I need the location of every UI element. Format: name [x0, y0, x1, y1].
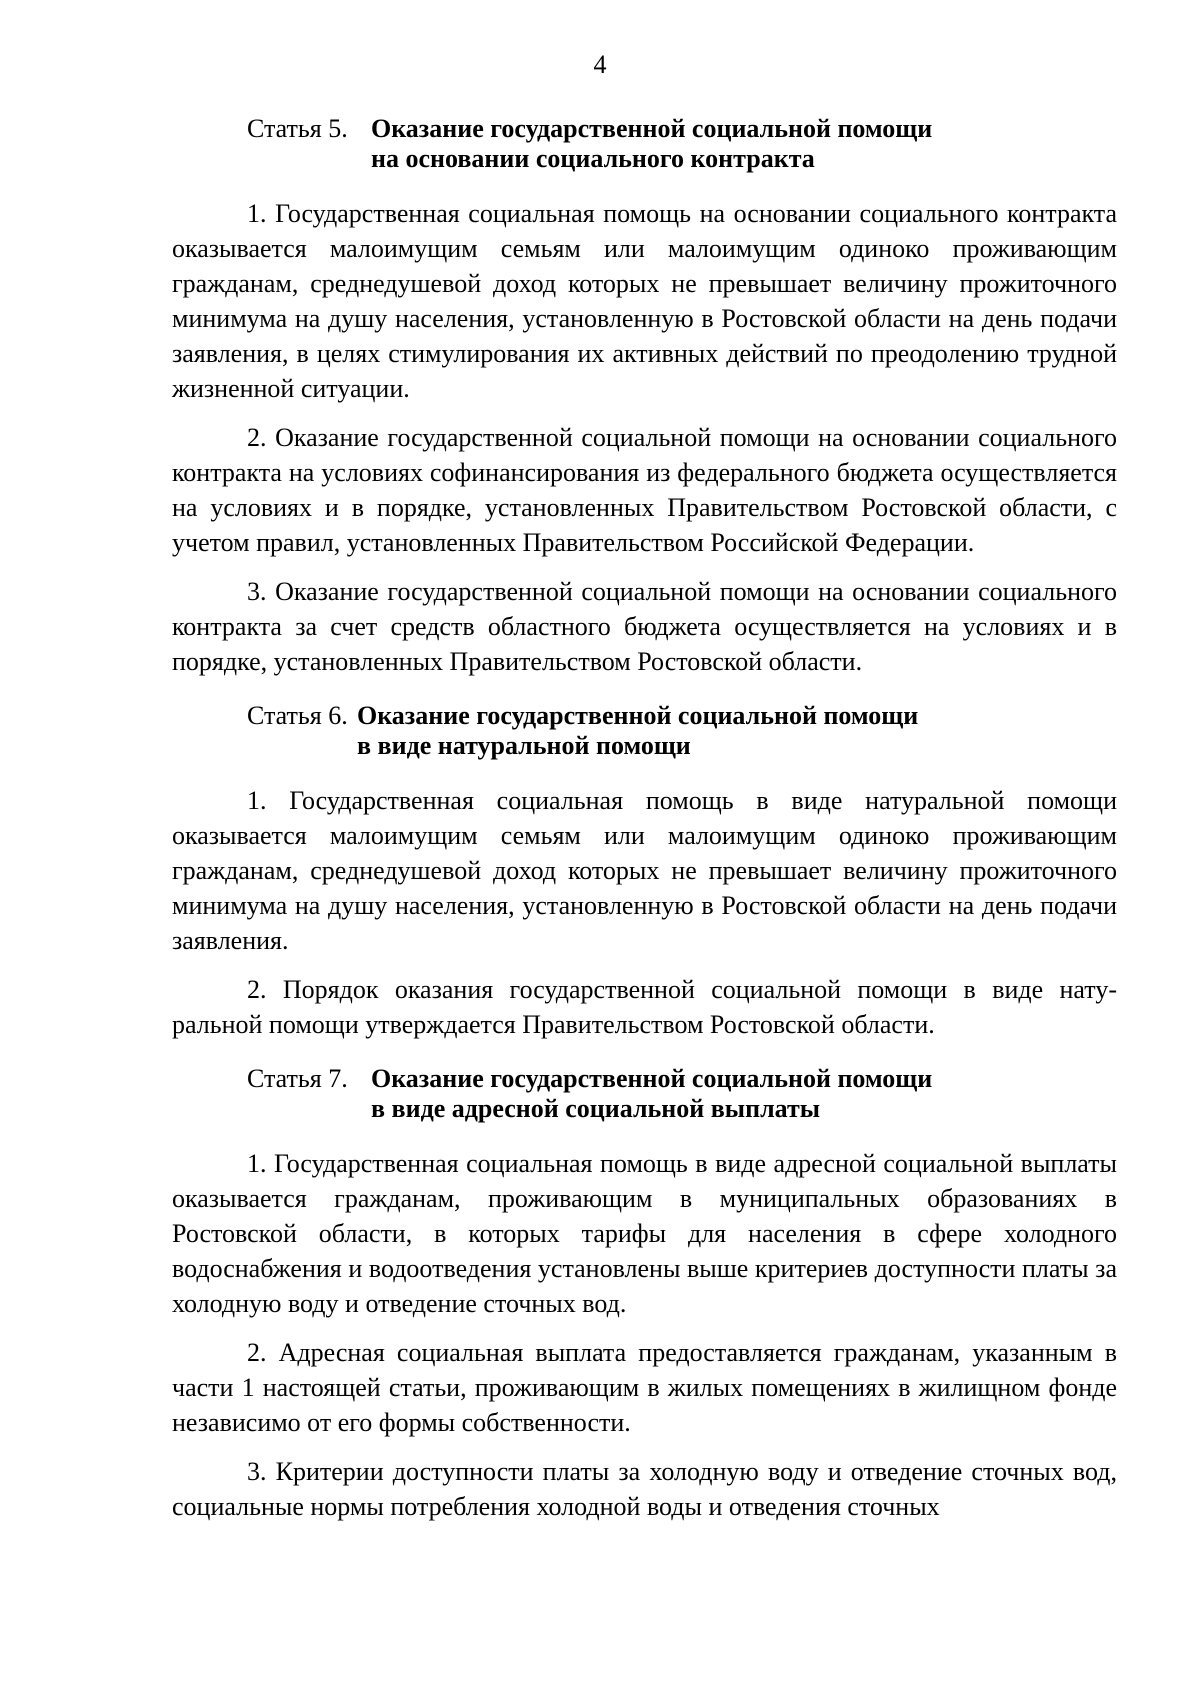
article-title — [371, 114, 932, 174]
article-title-line: Оказание государственной социальной помощи — [371, 1064, 933, 1093]
article-7 — [172, 1064, 1117, 1524]
article-title-line: в виде адресной социальной выплаты — [371, 1094, 821, 1123]
article-title-line: в виде натуральной помощи — [357, 731, 691, 760]
paragraph: 2. Порядок оказания государственной социальной помощи в виде натуральной помощи утверждается Правительством Ростовской области. — [172, 975, 1117, 1039]
paragraph: 1. Государственная социальная помощь на основании социального контракта оказывается малоимущим семьям или малоимущим одиноко проживающим гражданам, среднедушевой доход которых не превышает величину прожиточного минимума на душу населения, установленную в Ростовской области на день подачи заявления, в целях стимулирования их активных действий по преодолению трудной жизненной ситуации. — [172, 199, 1117, 403]
page-number: 4 — [593, 50, 607, 79]
article-heading — [247, 1064, 1117, 1124]
paragraph: 1. Государственная социальная помощь в виде натуральной помощи оказывается малоимущим семьям или малоимущим одиноко проживающим гражданам, среднедушевой доход которых не превышает величину прожиточного минимума на душу населения, установленную в Ростовской области на день подачи заявления. — [172, 786, 1117, 955]
article-heading — [247, 114, 1117, 174]
article-heading — [247, 701, 1117, 761]
document-body — [172, 114, 1117, 1546]
paragraph: 1. Государственная социальная помощь в виде адресной социальной выплаты оказывается гражданам, проживающим в муниципальных образованиях в Ростовской области, в которых тарифы для населения в сфере холодного водоснабжения и водоотведения установлены выше критериев доступности платы за холодную воду и отведение сточных вод. — [172, 1149, 1117, 1318]
article-label: Статья 7. — [247, 1064, 348, 1093]
paragraph: 3. Критерии доступности платы за холодную воду и отведение сточных вод, социальные нормы потребления холодной воды и отведения сточных — [172, 1457, 1117, 1521]
paragraph: 3. Оказание государственной социальной помощи на основании социального контракта за счет средств областного бюджета осуществляется на условиях и в порядке, установленных Правительством Ростовской области. — [172, 577, 1117, 676]
article-title — [357, 701, 918, 761]
paragraph: 2. Оказание государственной социальной помощи на основании социального контракта на условиях софинансирования из федерального бюджета осуществляется на условиях и в порядке, установленных Правительством Ростовской области, с учетом правил, установленных Правительством Российской Федерации. — [172, 423, 1117, 557]
article-title-line: на основании социального контракта — [371, 144, 815, 173]
article-title-line: Оказание государственной социальной помощи — [357, 701, 919, 730]
article-5 — [172, 114, 1117, 679]
article-6 — [172, 701, 1117, 1042]
paragraph: 2. Адресная социальная выплата предоставляется гражданам, указанным в части 1 настоящей статьи, проживающим в жилых помещениях в жилищном фонде независимо от его формы собственности. — [172, 1338, 1117, 1437]
article-label: Статья 5. — [247, 114, 348, 143]
article-title — [371, 1064, 932, 1124]
article-title-line: Оказание государственной социальной помощи — [371, 114, 933, 143]
article-label: Статья 6. — [247, 701, 348, 730]
